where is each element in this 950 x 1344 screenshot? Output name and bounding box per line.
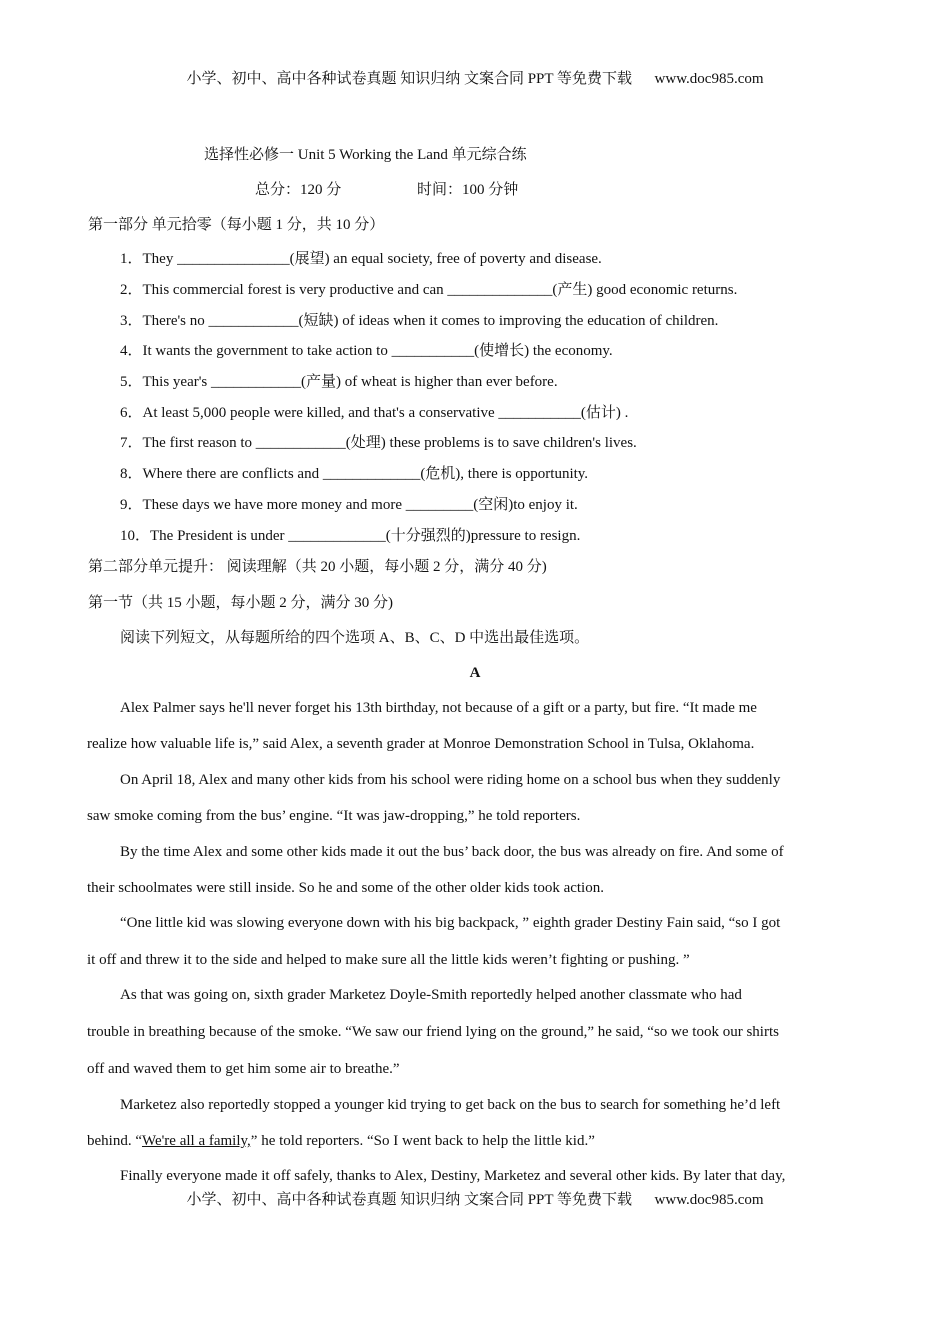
passage-line [87,1131,595,1151]
question-6: 6．At least 5,000 people were killed, and that's a conservative ___________(估计) . [120,405,629,421]
passage-line: On April 18, Alex and many other kids from his school were riding home on a school bus when they suddenly [120,772,781,788]
question-8: 8．Where there are conflicts and _____________(危机), there is opportunity. [120,466,589,482]
footer-url: www.doc985.com [654,1192,764,1208]
header-url: www.doc985.com [654,71,764,87]
question-7: 7．The first reason to ____________(处理) these problems is to save children's lives. [120,435,637,451]
header-text: 小学、初中、高中各种试卷真题 知识归纳 文案合同 PPT 等免费下载 [186,71,633,87]
passage-line: their schoolmates were still inside. So he and some of the other older kids took action. [87,880,604,896]
question-10: 10．The President is under _____________(十分强烈的)pressure to resign. [120,528,581,544]
passage-line: realize how valuable life is,” said Alex, a seventh grader at Monroe Demonstration School in Tulsa, Oklahoma. [87,736,755,752]
passage-line: off and waved them to get him some air to breathe.” [87,1061,400,1077]
doc-title: 选择性必修一 Unit 5 Working the Land 单元综合练 [204,147,527,163]
passage-line: saw smoke coming from the bus’ engine. “It was jaw-dropping,” he told reporters. [87,808,581,824]
passage-line: Finally everyone made it off safely, thanks to Alex, Destiny, Marketez and several other kids. By later that day, [120,1168,786,1184]
question-4: 4．It wants the government to take action to ___________(使增长) the economy. [120,343,613,359]
total-score: 总分：120 分 [255,182,342,198]
text: ” he told reporters. “So I went back to help the little kid.” [250,1133,595,1149]
question-1: 1．They _______________(展望) an equal society, free of poverty and disease. [120,251,602,267]
question-2: 2．This commercial forest is very productive and can ______________(产生) good economic returns. [120,282,738,298]
part1-heading: 第一部分 单元拾零（每小题 1 分，共 10 分） [88,217,385,233]
underlined-phrase: We're all a family, [141,1133,251,1149]
time-limit: 时间：100 分钟 [417,182,519,198]
part2-heading: 第二部分单元提升： 阅读理解（共 20 小题，每小题 2 分，满分 40 分) [88,559,547,575]
passage-line: As that was going on, sixth grader Marketez Doyle-Smith reportedly helped another classmate who had [120,987,742,1003]
question-9: 9．These days we have more money and more _________(空闲)to enjoy it. [120,497,578,513]
text: behind. “ [87,1133,142,1149]
page-header [0,69,950,89]
instruction: 阅读下列短文，从每题所给的四个选项 A、B、C、D 中选出最佳选项。 [120,630,590,646]
passage-line: “One little kid was slowing everyone down with his big backpack, ” eighth grader Destiny Fain said, “so I got [120,915,781,931]
passage-line: it off and threw it to the side and helped to make sure all the little kids weren’t fighting or pushing. ” [87,952,690,968]
page-footer [0,1190,950,1210]
footer-text: 小学、初中、高中各种试卷真题 知识归纳 文案合同 PPT 等免费下载 [186,1192,633,1208]
passage-line: By the time Alex and some other kids made it out the bus’ back door, the bus was already on fire. And some of [120,844,784,860]
passage-label: A [469,665,481,681]
passage-line: Alex Palmer says he'll never forget his 13th birthday, not because of a gift or a party, but fire. “It made me [120,700,757,716]
passage-line: trouble in breathing because of the smoke. “We saw our friend lying on the ground,” he said, “so we took our shirts [87,1024,779,1040]
passage-line: Marketez also reportedly stopped a younger kid trying to get back on the bus to search for something he’d left [120,1097,781,1113]
section-heading: 第一节（共 15 小题，每小题 2 分，满分 30 分) [88,595,393,611]
question-3: 3．There's no ____________(短缺) of ideas when it comes to improving the education of children. [120,313,719,329]
question-5: 5．This year's ____________(产量) of wheat is higher than ever before. [120,374,558,390]
